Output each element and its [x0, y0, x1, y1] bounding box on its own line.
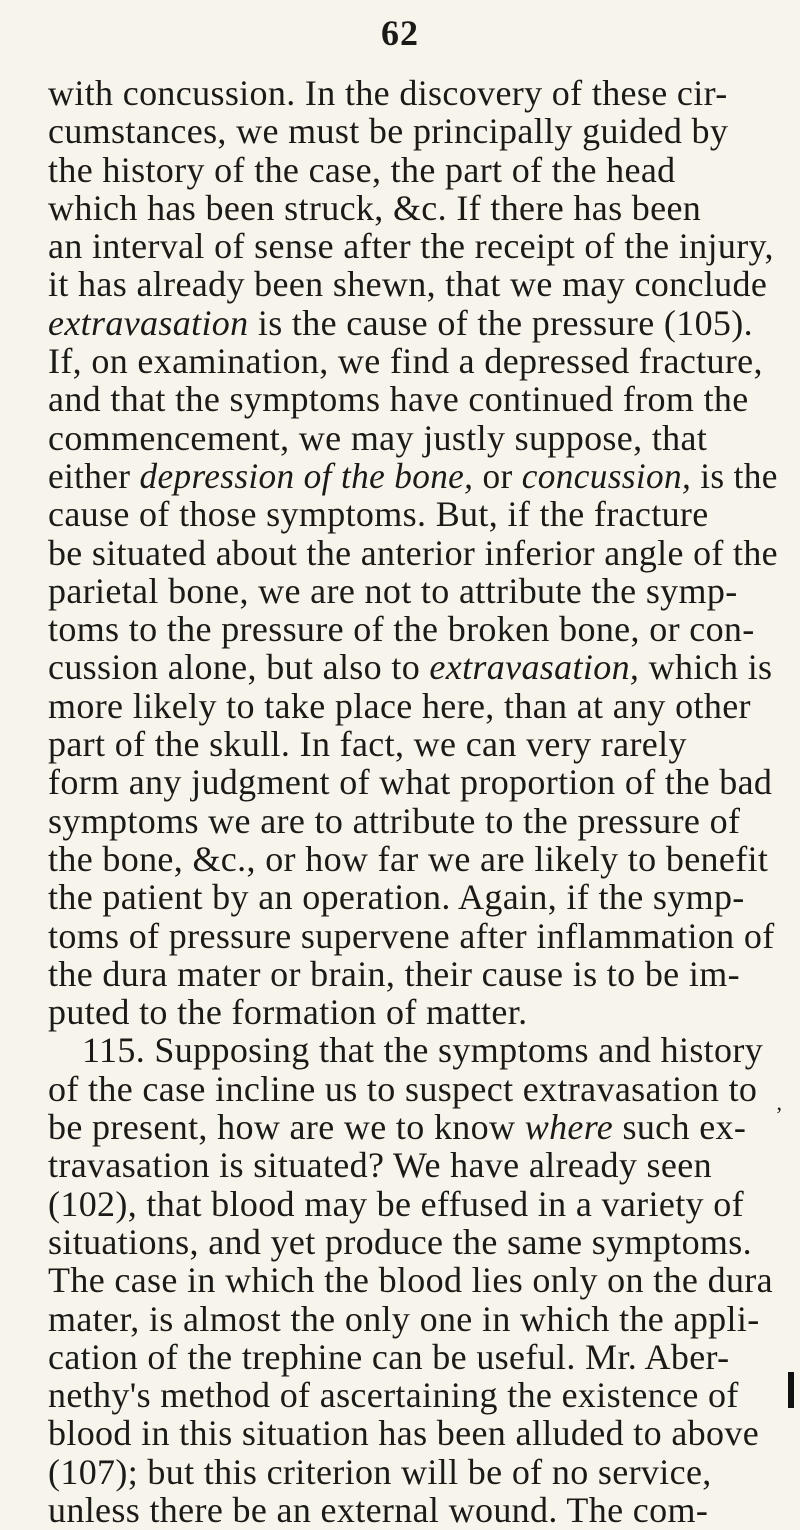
text-line	[48, 802, 778, 840]
text-line	[48, 648, 778, 686]
text-line	[48, 1300, 778, 1338]
text-run: form any judgment of what proportion of the bad	[48, 762, 773, 803]
margin-mark: ,	[776, 1090, 782, 1115]
text-run: the patient by an operation. Again, if the symp-	[48, 877, 745, 918]
text-line	[48, 342, 778, 380]
text-line	[48, 419, 778, 457]
text-line	[48, 1453, 778, 1491]
text-line	[48, 534, 776, 572]
text-line	[48, 1376, 778, 1414]
text-line	[48, 112, 778, 150]
text-line	[48, 189, 778, 227]
text-run: (102), that blood may be effused in a variety of	[48, 1183, 744, 1224]
text-line	[48, 380, 778, 418]
text-run: or	[473, 455, 522, 496]
text-line	[48, 74, 778, 112]
text-line	[48, 917, 778, 955]
text-line	[48, 878, 778, 916]
text-run: the dura mater or brain, their cause is to be im-	[48, 953, 740, 994]
text-run: situations, and yet produce the same symptoms.	[48, 1221, 752, 1262]
text-line	[48, 687, 778, 725]
text-line	[48, 1414, 778, 1452]
text-line	[48, 1108, 778, 1146]
text-run: symptoms we are to attribute to the pressure of	[48, 800, 741, 841]
text-line	[48, 1338, 778, 1376]
text-run: is the cause of the pressure (105).	[248, 302, 753, 343]
text-line	[48, 1070, 778, 1108]
text-run: puted to the formation of matter.	[48, 992, 528, 1033]
text-run: be situated about the anterior inferior angle of the	[48, 532, 778, 573]
text-run: mater, is almost the only one in which the appli-	[48, 1298, 760, 1339]
text-run: 115. Supposing that the symptoms and history	[82, 1030, 764, 1071]
text-run: toms to the pressure of the broken bone, or con-	[48, 609, 755, 650]
text-run: with concussion. In the discovery of these cir-	[48, 73, 728, 113]
text-line	[48, 455, 778, 496]
text-run: an interval of sense after the receipt of the injury,	[48, 226, 774, 267]
text-line	[48, 1185, 778, 1223]
text-run: the bone, &c., or how far we are likely to benefit	[48, 838, 769, 879]
text-run: cussion alone, but also to	[48, 647, 430, 688]
text-line	[48, 955, 778, 993]
text-line	[48, 495, 778, 533]
text-run: such ex-	[613, 1107, 747, 1148]
text-line	[48, 725, 778, 763]
italic-text: extravasation,	[429, 647, 640, 688]
page-edge-mark	[788, 1372, 794, 1408]
text-run: be present, how are we to know	[48, 1107, 525, 1148]
text-line	[48, 151, 778, 189]
text-run: travasation is situated? We have already seen	[48, 1145, 712, 1186]
text-run: it has already been shewn, that we may conclude	[48, 264, 768, 305]
text-line	[48, 763, 778, 801]
text-line	[48, 227, 778, 265]
text-line	[48, 1223, 778, 1261]
text-line	[48, 265, 778, 303]
text-run: toms of pressure supervene after inflammation of	[48, 915, 775, 956]
text-run: either	[48, 455, 140, 496]
text-line	[48, 572, 778, 610]
text-run: more likely to take place here, than at any other	[48, 685, 751, 726]
text-run: is the	[691, 455, 778, 496]
text-run: part of the skull. In fact, we can very rarely	[48, 724, 687, 765]
text-run: parietal bone, we are not to attribute the symp-	[48, 570, 738, 611]
text-run: cumstances, we must be principally guided by	[48, 111, 729, 152]
text-run: blood in this situation has been alluded to above	[48, 1413, 760, 1454]
text-line	[48, 1146, 778, 1184]
text-run: If, on examination, we find a depressed fracture,	[48, 341, 763, 382]
text-run: cation of the trephine can be useful. Mr. Aber-	[48, 1336, 730, 1377]
italic-text: extravasation	[48, 302, 249, 343]
text-run: which is	[639, 647, 773, 688]
text-line	[48, 1261, 778, 1299]
text-run: which has been struck, &c. If there has been	[48, 187, 702, 228]
text-run: (107); but this criterion will be of no service,	[48, 1451, 712, 1492]
text-line	[48, 304, 778, 342]
text-run: commencement, we may justly suppose, that	[48, 417, 708, 458]
text-run: unless there be an external wound. The com-	[48, 1489, 709, 1530]
italic-text: where	[524, 1107, 614, 1148]
italic-text: concussion,	[521, 455, 692, 496]
text-run: The case in which the blood lies only on the dura	[48, 1260, 773, 1301]
body-text	[48, 74, 778, 1529]
text-run: nethy's method of ascertaining the existence of	[48, 1375, 739, 1416]
text-line	[48, 1491, 778, 1529]
text-line	[48, 1031, 778, 1069]
text-line	[48, 610, 778, 648]
text-line	[48, 840, 778, 878]
text-line	[48, 993, 778, 1031]
text-run: and that the symptoms have continued from the	[48, 379, 749, 420]
italic-text: depression of the bone,	[139, 455, 474, 496]
text-run: of the case incline us to suspect extravasation to	[48, 1068, 758, 1109]
text-run: cause of those symptoms. But, if the fracture	[48, 494, 709, 535]
text-run: the history of the case, the part of the head	[48, 149, 676, 190]
page-number: 62	[381, 13, 419, 53]
